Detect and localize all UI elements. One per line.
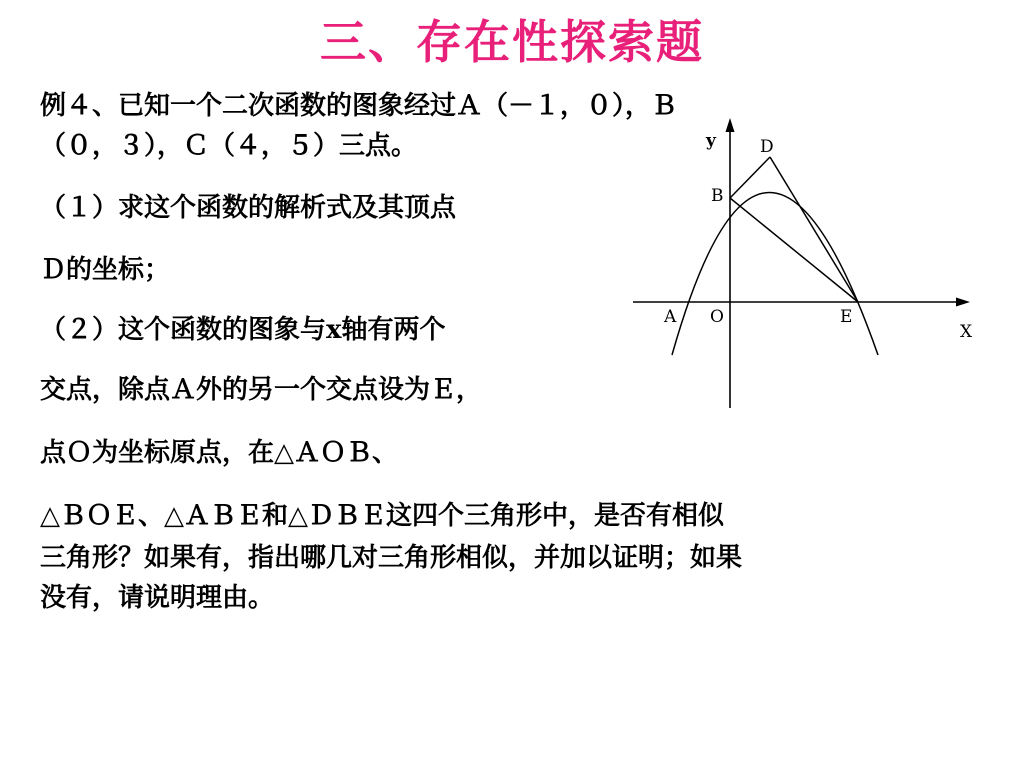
y-axis-arrow: [726, 118, 735, 132]
problem-line-2: （０，３），Ｃ（４，５）三点。: [40, 131, 418, 161]
question-1-line-2: Ｄ的坐标；: [40, 255, 171, 285]
question-2-line-2: 交点，除点Ａ外的另一个交点设为Ｅ，: [40, 375, 483, 405]
x-axis-arrow: [956, 298, 970, 307]
x-axis-label: X: [960, 322, 973, 342]
parabola-curve: [672, 193, 878, 356]
problem-line-1: 例４、已知一个二次函数的图象经过Ａ（－１，０），Ｂ: [40, 91, 678, 121]
segment-BE: [730, 198, 858, 302]
y-axis-label: y: [706, 131, 716, 151]
segment-BD: [730, 157, 770, 198]
segment-DE: [770, 157, 858, 302]
question-2-line-1: （２）这个函数的图象与x轴有两个: [40, 315, 446, 345]
origin-O-label: O: [710, 307, 724, 327]
point-A-label: A: [664, 307, 677, 327]
page-title: 三、存在性探索题: [320, 15, 704, 69]
question-2-line-6: 没有，请说明理由。: [40, 583, 275, 613]
question-1-line-1: （１）求这个函数的解析式及其顶点: [40, 193, 457, 223]
question-2-line-3: 点Ｏ为坐标原点，在△ＡＯＢ、: [40, 438, 398, 468]
question-2-line-5: 三角形？如果有，指出哪几对三角形相似，并加以证明；如果: [40, 543, 743, 573]
point-B-label: B: [711, 186, 724, 206]
point-D-label: D: [760, 137, 774, 157]
point-E-label: E: [840, 307, 853, 327]
question-2-line-4: △ＢＯＥ、△ＡＢＥ和△ＤＢＥ这四个三角形中，是否有相似: [40, 501, 724, 531]
